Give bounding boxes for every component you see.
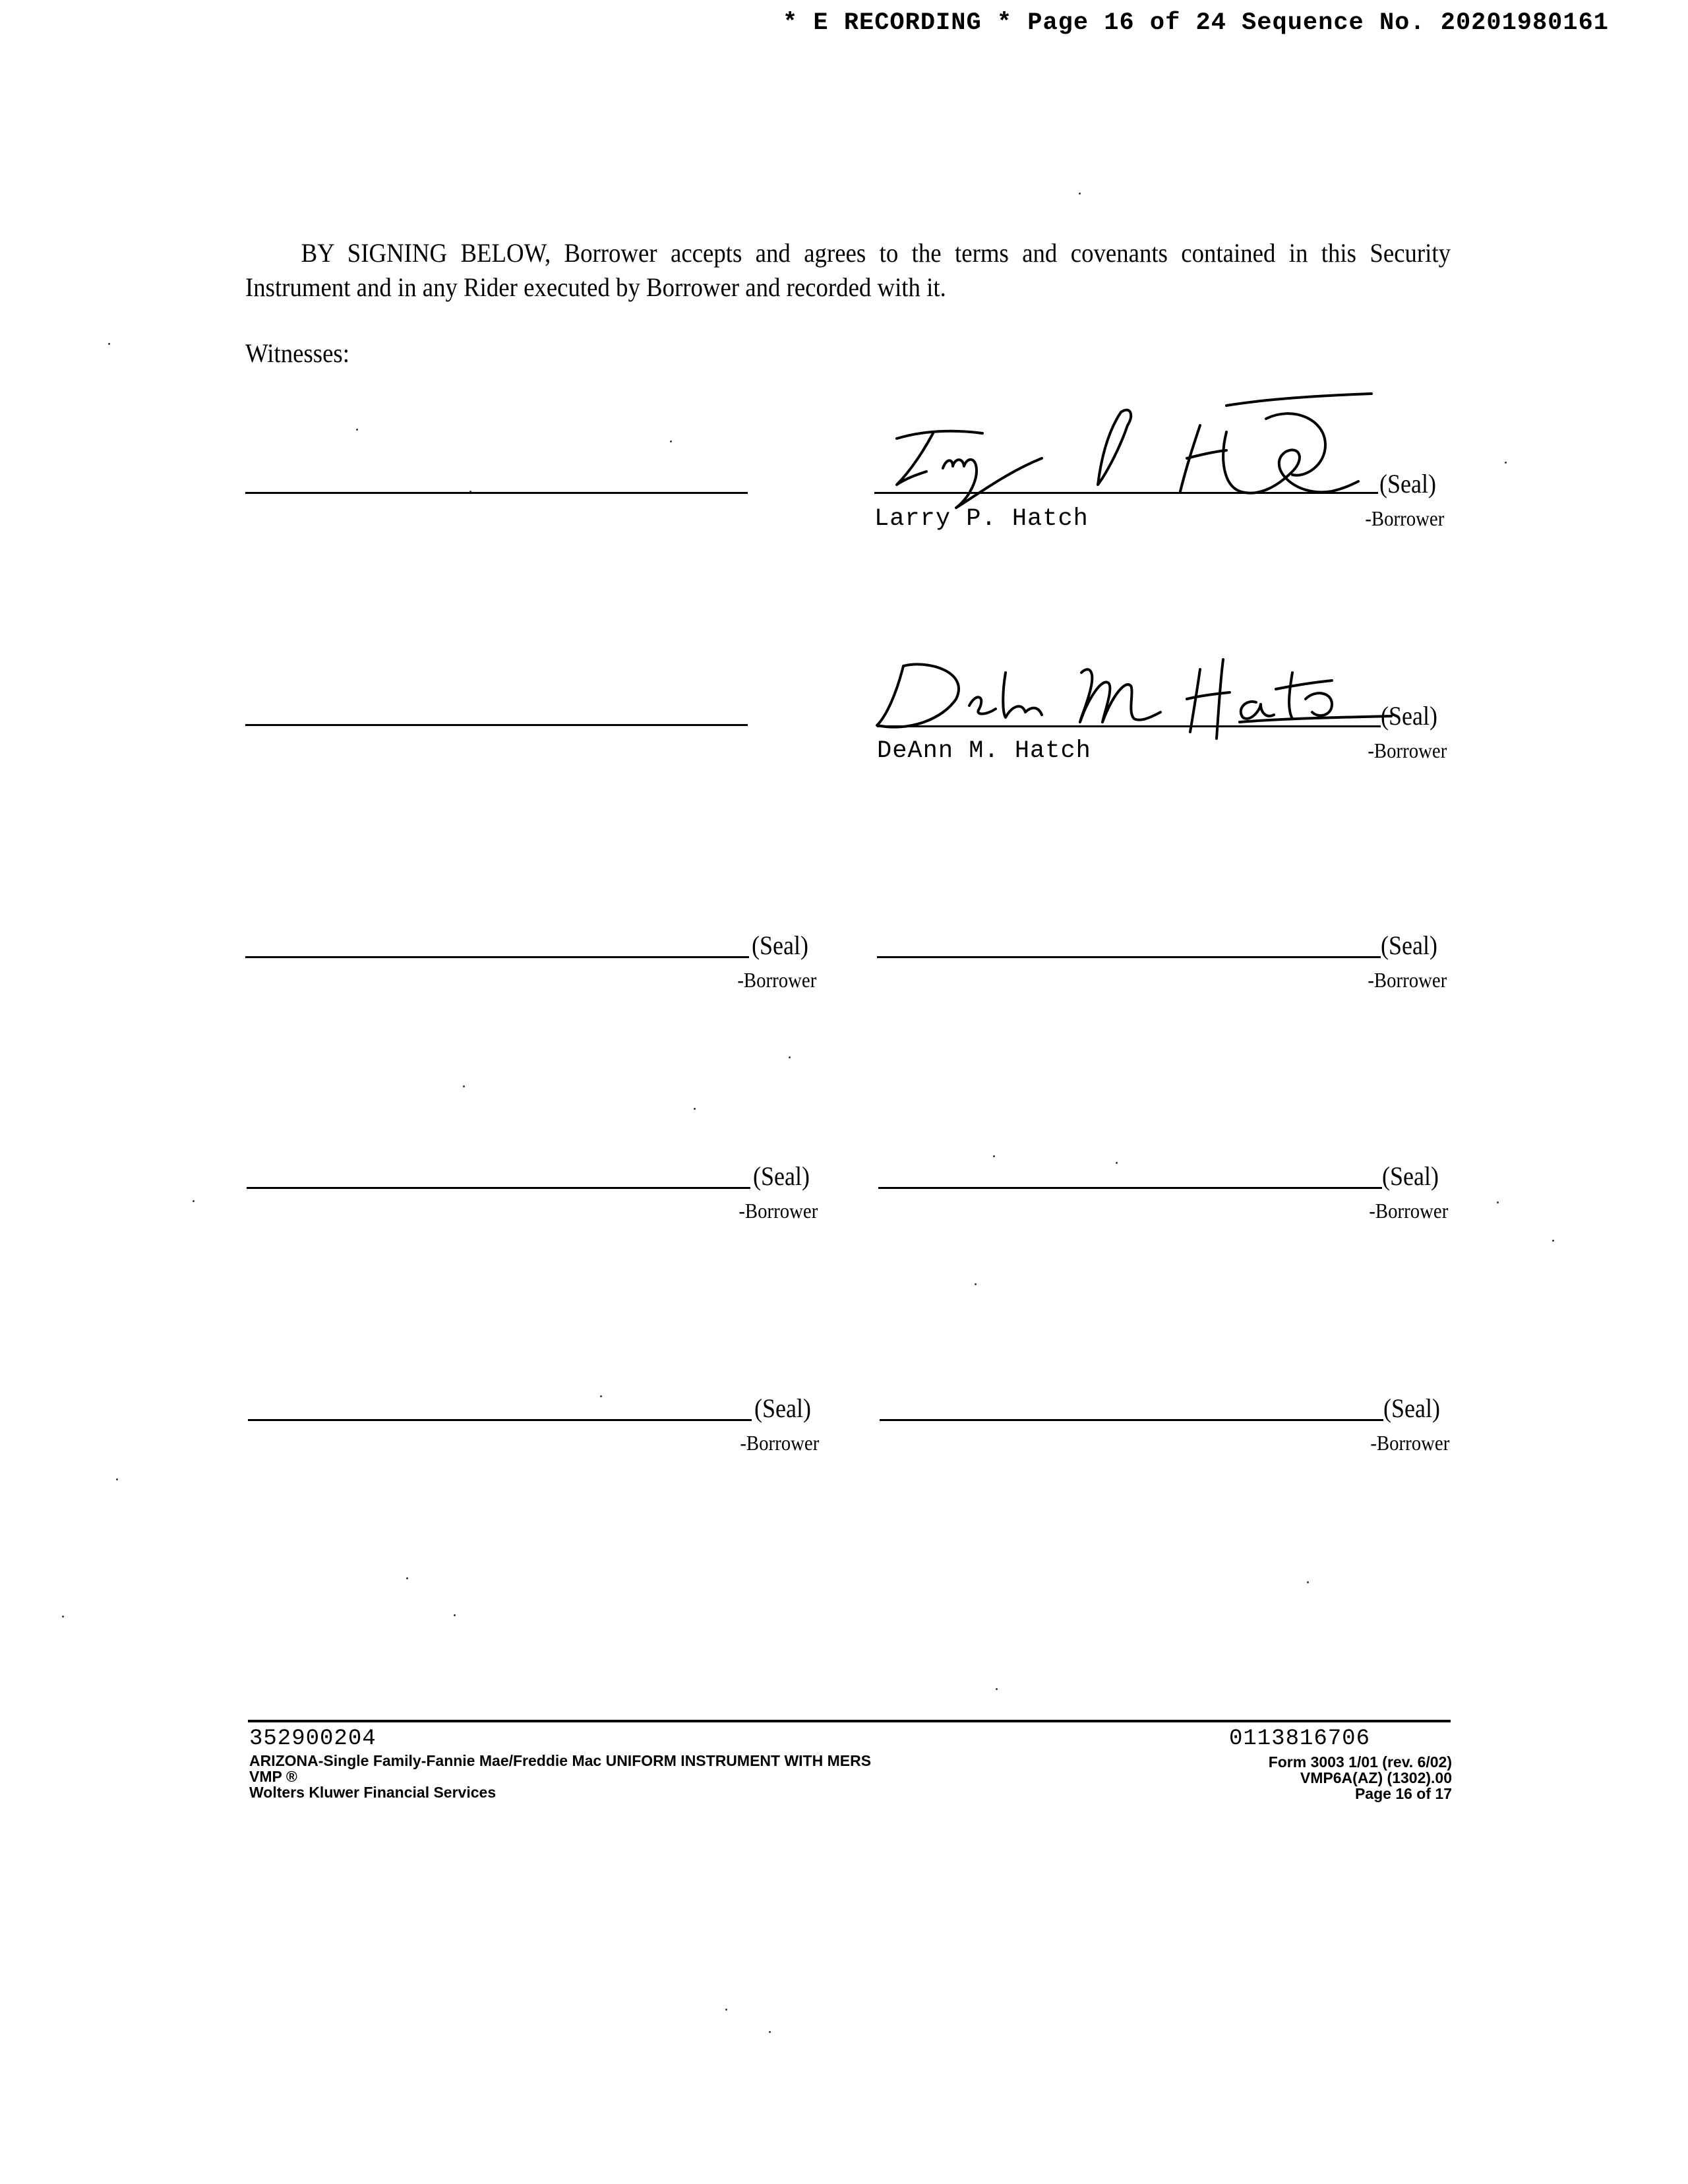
signing-statement: [245, 236, 1451, 305]
seal-label-6: (Seal): [1382, 1161, 1439, 1191]
seal-label-7: (Seal): [754, 1393, 811, 1423]
borrower-role-6: -Borrower: [1369, 1199, 1448, 1223]
footer-page-number: Page 16 of 17: [1354, 1785, 1452, 1802]
borrower-role-4: -Borrower: [1368, 968, 1447, 992]
signature-line-5[interactable]: [247, 1187, 750, 1189]
seal-label-2: (Seal): [1381, 701, 1437, 731]
signature-line-4[interactable]: [877, 956, 1381, 958]
borrower-role-8: -Borrower: [1370, 1431, 1449, 1455]
signature-line-7[interactable]: [248, 1419, 752, 1421]
borrower-role-2: -Borrower: [1368, 739, 1447, 762]
signing-statement-text: BY SIGNING BELOW, Borrower accepts and agrees to the terms and covenants contained in this Security Instrument and in any Rider executed by Borrower and recorded with it.: [245, 238, 1451, 302]
seal-label-5: (Seal): [753, 1161, 810, 1191]
footer-instrument-title: ARIZONA-Single Family-Fannie Mae/Freddie Mac UNIFORM INSTRUMENT WITH MERS: [249, 1752, 872, 1769]
footer-rule: [248, 1720, 1451, 1722]
borrower-role-1: -Borrower: [1365, 506, 1444, 530]
witness-line-2: [245, 724, 748, 726]
signature-line-2: [877, 725, 1381, 727]
signature-line-1: [874, 492, 1378, 494]
borrower-role-7: -Borrower: [740, 1431, 819, 1455]
recording-header: * E RECORDING * Page 16 of 24 Sequence No. 20201980161: [783, 9, 1609, 37]
signature-line-3[interactable]: [245, 956, 749, 958]
seal-label-1: (Seal): [1379, 469, 1436, 499]
seal-label-4: (Seal): [1381, 930, 1437, 960]
footer-form-number: Form 3003 1/01 (rev. 6/02): [1268, 1753, 1452, 1771]
borrower-role-3: -Borrower: [737, 968, 816, 992]
footer-publisher: Wolters Kluwer Financial Services: [249, 1784, 497, 1801]
footer-loan-number: 352900204: [249, 1726, 377, 1751]
seal-label-3: (Seal): [752, 930, 808, 960]
signature-larry-hatch: [870, 392, 1398, 524]
footer-reference-number: 0113816706: [1228, 1726, 1370, 1751]
footer-vmp: VMP ®: [249, 1768, 297, 1785]
seal-label-8: (Seal): [1383, 1393, 1440, 1423]
witness-line-1: [245, 492, 748, 494]
witnesses-label: Witnesses:: [245, 338, 349, 368]
signature-line-8[interactable]: [880, 1419, 1383, 1421]
signature-deann-hatch: [870, 646, 1398, 752]
footer-vmp-code: VMP6A(AZ) (1302).00: [1300, 1769, 1452, 1786]
signature-line-6[interactable]: [878, 1187, 1382, 1189]
borrower-role-5: -Borrower: [738, 1199, 818, 1223]
borrower-name-1: Larry P. Hatch: [874, 505, 1089, 533]
borrower-name-2: DeAnn M. Hatch: [877, 737, 1091, 765]
